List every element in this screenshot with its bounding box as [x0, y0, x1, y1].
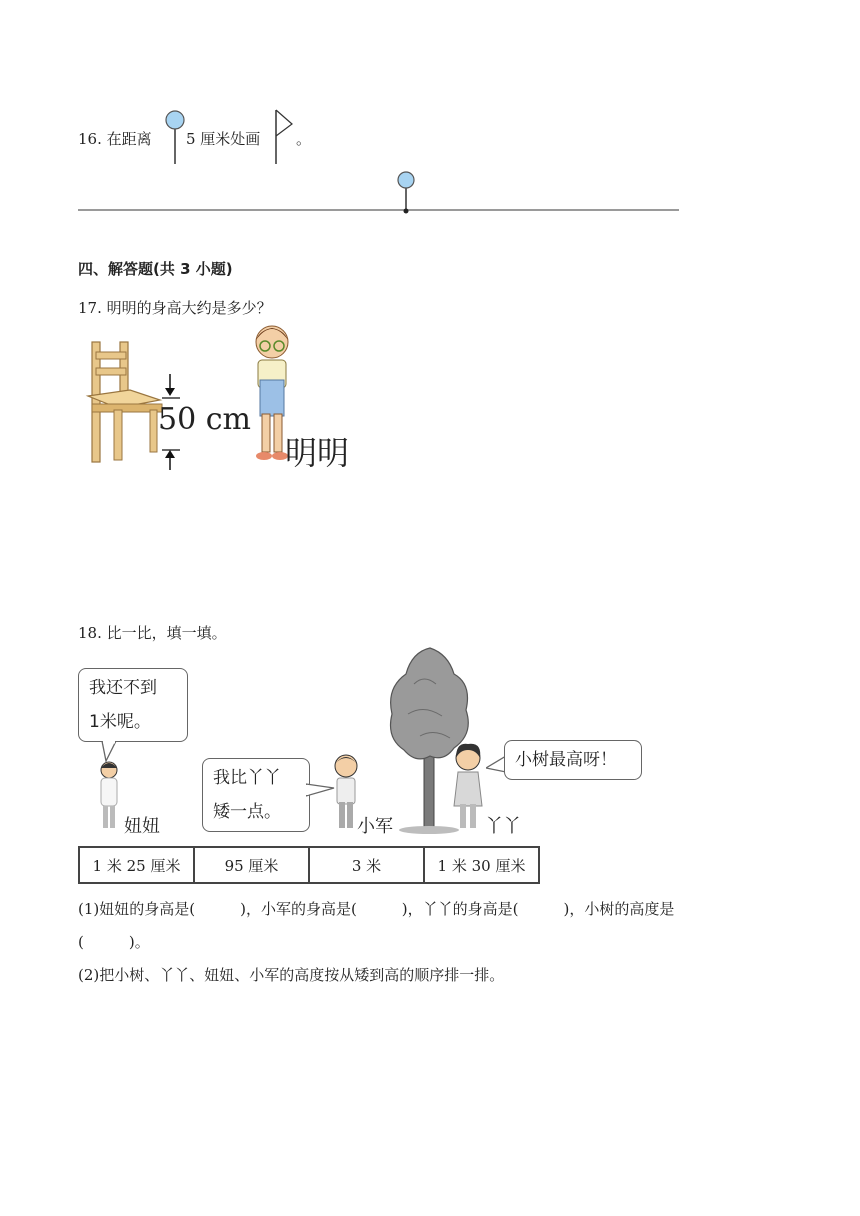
xiaojun-label: 小军	[357, 816, 393, 837]
option-cell: 3 米	[309, 847, 424, 883]
table-row	[79, 847, 539, 883]
jiejie-figure	[92, 760, 126, 834]
option-cell: 95 厘米	[194, 847, 309, 883]
pin-on-line-icon	[393, 170, 419, 216]
q17-text: 17. 明明的身高大约是多少？	[78, 299, 272, 317]
q16-text-c: 。	[296, 130, 312, 148]
bubble-xiaojun-line1: 我比丫丫	[213, 768, 281, 788]
q18-part1-line1: (1)妞妞的身高是( )，小军的身高是( )，丫丫的身高是( )，小树的高度是	[78, 900, 675, 918]
mingming-label: 明明	[285, 434, 350, 472]
flag-icon	[268, 108, 298, 166]
q18-part2: (2)把小树、丫丫、妞妞、小军的高度按从矮到高的顺序排一排。	[78, 966, 505, 984]
yaya-label: 丫丫	[485, 816, 521, 837]
options-table	[78, 846, 540, 884]
bubble-xiaojun-line2: 矮一点。	[213, 802, 281, 822]
option-cell: 1 米 25 厘米	[79, 847, 194, 883]
speech-bubble-xiaojun	[202, 758, 310, 832]
q18-text: 18. 比一比，填一填。	[78, 624, 227, 642]
q16-text-b: 5 厘米处画	[186, 130, 261, 148]
chair-height-label: 50 cm	[158, 402, 251, 437]
q18-part1-line2: ( )。	[78, 933, 150, 951]
bubble-jiejie-line1: 我还不到	[89, 678, 157, 698]
jiejie-label: 妞妞	[124, 816, 160, 837]
yaya-figure	[448, 742, 488, 834]
bubble-jiejie-line2: 1米呢。	[89, 712, 151, 732]
speech-bubble-yaya: 小树最高呀！	[504, 740, 642, 780]
drawing-line	[78, 209, 679, 211]
q16-text-a: 16. 在距离	[78, 130, 152, 148]
chair-illustration	[78, 338, 168, 466]
speech-bubble-jiejie	[78, 668, 188, 742]
option-cell: 1 米 30 厘米	[424, 847, 539, 883]
section-title: 四、解答题(共 3 小题)	[78, 260, 233, 278]
